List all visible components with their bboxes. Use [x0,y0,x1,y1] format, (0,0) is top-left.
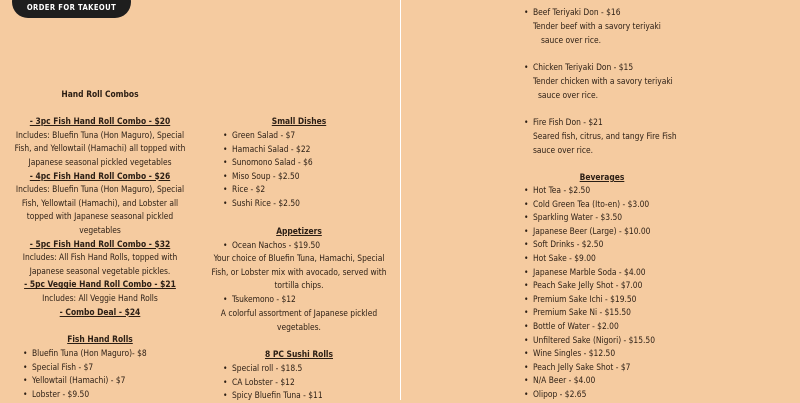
list-item: • Olipop - $2.65 [533,388,733,402]
list-item: • Peach Sake Jelly Shot - $7.00 [533,279,733,293]
list-item: • Ocean Nachos - $19.50 [232,239,392,253]
item-desc: Seared fish, citrus, and tangy Fire Fish [533,131,677,141]
item-desc: Fish, or Lobster mix with avocado, served with [211,266,387,277]
list-item: • Bottle of Water - $2.00 [533,320,733,334]
fish-hand-rolls-list [32,347,192,401]
item-desc: sauce over rice. [538,89,599,100]
hand-roll-combos-title: Hand Roll Combos [61,89,139,99]
item-desc: Tender beef with a savory teriyaki [533,21,661,31]
don-chicken [533,61,733,75]
list-item: • Special Fish - $7 [32,361,192,375]
combo-4pc-fish[interactable]: - 4pc Fish Hand Roll Combo - $26 [29,170,171,181]
don-desc [533,130,733,157]
list-item: • Yellowtail (Hamachi) - $7 [32,374,192,388]
list-item: • Japanese Marble Soda - $4.00 [533,266,733,280]
don-beef [533,6,733,20]
combo-desc: vegetables [79,224,121,235]
beverages-title: Beverages [579,172,625,182]
sushi-rolls-list [232,362,392,403]
list-item: • Soft Drinks - $2.50 [533,238,733,252]
item-desc: A colorful assortment of Japanese pickled [220,308,378,318]
list-item: • Green Salad - $7 [232,129,392,143]
list-item: • Peach Jelly Sake Shot - $7 [533,361,733,375]
item-desc: sauce over rice. [533,144,594,155]
combo-desc: Fish, and Yellowtail (Hamachi) all topped with [14,143,186,154]
list-item: • Bluefin Tuna (Hon Maguro)- $8 [32,347,192,361]
list-item: • Miso Soup - $2.50 [232,170,392,184]
list-item: • Rice - $2 [232,183,392,197]
list-item: • Japanese Beer (Large) - $10.00 [533,225,733,239]
combo-5pc-veggie[interactable]: - 5pc Veggie Hand Roll Combo - $21 [24,279,176,290]
item-desc: vegetables. [277,321,321,332]
don-desc [533,20,733,47]
combo-deal[interactable]: - Combo Deal - $24 [59,306,141,317]
small-dishes-list [232,129,392,211]
list-item: • Hot Tea - $2.50 [533,184,733,198]
appetizers-list-2 [232,293,392,307]
list-item: • Lobster - $9.50 [32,388,192,402]
combo-desc: topped with Japanese seasonal pickled [26,211,174,222]
list-item: • Chicken Teriyaki Don - $15 [533,61,733,75]
combo-desc: Fish, Yellowtail (Hamachi), and Lobster all [21,197,179,208]
don-desc [533,75,733,102]
appetizers-list [232,239,392,253]
list-item: • Sushi Rice - $2.50 [232,197,392,211]
item-desc: Your choice of Bluefin Tuna, Hamachi, Special [213,253,385,263]
small-dishes-title: Small Dishes [271,116,327,126]
list-item: • Unfiltered Sake (Nigori) - $15.50 [533,334,733,348]
combo-desc: Japanese seasonal vegetable pickles. [29,265,171,276]
appetizers-title: Appetizers [276,226,322,236]
order-for-takeout-button[interactable]: ORDER FOR TAKEOUT [12,0,131,18]
item-desc: sauce over rice. [541,34,602,45]
appetizer-desc [209,307,389,334]
list-item: • Hamachi Salad - $22 [232,143,392,157]
list-item: • Sunomono Salad - $6 [232,156,392,170]
combo-desc: Includes: Bluefin Tuna (Hon Maguro), Special [15,184,185,195]
list-item: • Sparkling Water - $3.50 [533,211,733,225]
combo-3pc-fish[interactable]: - 3pc Fish Hand Roll Combo - $20 [29,116,171,127]
list-item: • Premium Sake Ichi - $19.50 [533,293,733,307]
combo-5pc-fish[interactable]: - 5pc Fish Hand Roll Combo - $32 [29,238,171,249]
list-item: • Wine Singles - $12.50 [533,347,733,361]
list-item: • Beef Teriyaki Don - $16 [533,6,733,20]
combo-desc: Includes: All Veggie Hand Rolls [42,292,158,303]
appetizer-desc [209,252,389,293]
list-item: • Premium Sake Ni - $15.50 [533,306,733,320]
combo-desc: Includes: Bluefin Tuna (Hon Maguro), Special [15,129,185,140]
don-fire-fish [533,116,733,130]
column-divider [400,0,401,400]
sushi-rolls-title: 8 PC Sushi Rolls [264,349,333,359]
combo-desc: Includes: All Fish Hand Rolls, topped with [22,252,178,263]
list-item: • Cold Green Tea (Ito-en) - $3.00 [533,198,733,212]
list-item: • Tsukemono - $12 [232,293,392,307]
combo-desc: Japanese seasonal pickled vegetables [28,156,172,167]
list-item: • Hot Sake - $9.00 [533,252,733,266]
list-item: • Special roll - $18.5 [232,362,392,376]
list-item: • Spicy Bluefin Tuna - $11 [232,389,392,403]
list-item: • CA Lobster - $12 [232,376,392,390]
list-item: • N/A Beer - $4.00 [533,374,733,388]
fish-hand-rolls-title: Fish Hand Rolls [67,333,133,344]
list-item: • Fire Fish Don - $21 [533,116,733,130]
beverages-list [533,184,733,402]
item-desc: tortilla chips. [274,280,324,291]
item-desc: Tender chicken with a savory teriyaki [533,76,673,86]
hand-roll-combos-section [10,88,190,346]
